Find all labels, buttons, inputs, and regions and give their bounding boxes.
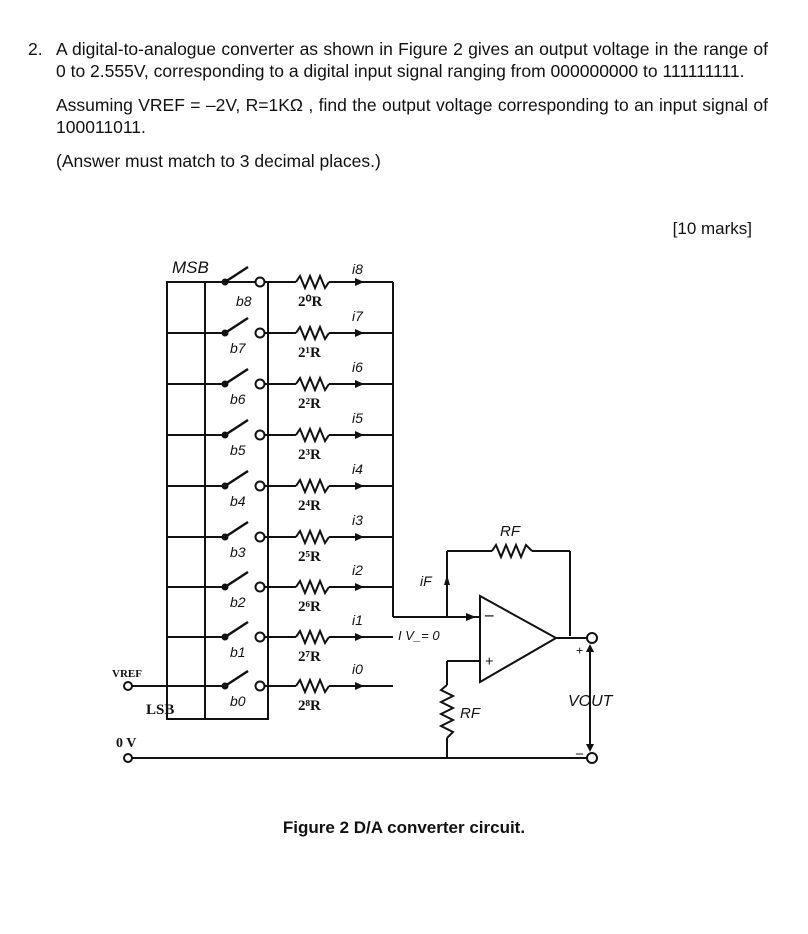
marks-label: [10 marks] [672,219,752,238]
bit-label: b0 [230,693,246,709]
vout-down-arrow [586,744,594,752]
ground-resistor-label: RF [460,705,480,722]
current-label: i1 [352,612,363,628]
current-label: i7 [352,308,363,324]
resistor-label: 2²R [298,396,321,412]
ladder-resistor [296,480,329,492]
switch-contact [256,329,265,338]
vout-up-arrow [586,644,594,652]
input-current-arrow [466,613,476,621]
switch-blade [225,622,248,637]
resistor-label: 2⁴R [298,498,321,514]
opamp-plus-label: + [485,654,494,670]
switch-blade [225,369,248,384]
ground-resistor [441,685,453,738]
ladder-resistor [296,429,329,441]
bit-label: b1 [230,644,246,660]
switch-contact [256,682,265,691]
switch-blade [225,572,248,587]
feedback-current-label: iF [420,573,432,589]
ladder-resistor [296,631,329,643]
vout-minus-label: – [576,746,583,761]
resistor-label: 2⁸R [298,698,321,714]
bit-label: b6 [230,391,246,407]
current-label: i3 [352,512,363,528]
vout-minus-terminal [587,753,597,763]
resistor-label: 2¹R [298,345,321,361]
switch-contact [256,583,265,592]
resistor-label: 2⁶R [298,599,321,615]
ground-terminal [124,754,132,762]
bit-label: b2 [230,594,246,610]
resistor-label: 2⁵R [298,549,321,565]
switch-contact [256,533,265,542]
switch-blade [225,318,248,333]
switch-blade [225,471,248,486]
current-arrow [355,482,364,490]
current-arrow [355,533,364,541]
opamp-minus-label: – [485,605,494,624]
current-arrow [355,633,364,641]
current-arrow [355,431,364,439]
switch-blade [225,522,248,537]
bit-label: b4 [230,493,246,509]
question-number: 2. [28,39,43,59]
switch-contact [256,482,265,491]
vref-label: VREF [112,668,142,680]
question-paragraph-3: (Answer must match to 3 decimal places.) [56,151,381,171]
lsb-label: LSB [146,702,175,718]
switch-contact [256,633,265,642]
switch-blade [225,420,248,435]
current-arrow [355,329,364,337]
msb-label: MSB [172,258,209,277]
feedback-current-arrow [444,575,450,585]
ladder-resistor [296,680,329,692]
current-arrow [355,278,364,286]
question-paragraph-2: Assuming VREF = –2V, R=1KΩ , find the output voltage corresponding to an input signal of 100011011. [56,95,768,137]
question-paragraph-1: A digital-to-analogue converter as shown in Figure 2 gives an output voltage in the range of 0 to 2.555V, corresponding to a digital input signal ranging from 000000000 to 111111111. [56,39,768,81]
switch-contact [256,380,265,389]
vout-plus-label: + [576,643,584,658]
vout-label: VOUT [568,693,613,710]
current-arrow [355,682,364,690]
current-label: i6 [352,359,363,375]
feedback-resistor [492,545,532,557]
current-label: i5 [352,410,363,426]
current-label: i8 [352,261,363,277]
current-arrow [355,380,364,388]
current-label: i4 [352,461,363,477]
resistor-label: 2³R [298,447,321,463]
ladder-resistor [296,327,329,339]
ladder-resistor [296,378,329,390]
ladder-resistor [296,581,329,593]
current-label: i2 [352,562,363,578]
switch-blade [225,267,248,282]
feedback-resistor-label: RF [500,523,520,540]
switch-blade [225,671,248,686]
bit-label: b8 [236,293,252,309]
input-node-label: I V_= 0 [398,628,440,643]
current-label: i0 [352,661,363,677]
figure-caption: Figure 2 D/A converter circuit. [282,818,526,837]
vout-plus-terminal [587,633,597,643]
switch-contact [256,431,265,440]
switch-contact [256,278,265,287]
resistor-label: 2⁷R [298,649,321,665]
resistor-label: 2⁰R [298,294,323,310]
bit-label: b5 [230,442,246,458]
vref-terminal [124,682,132,690]
bit-label: b3 [230,544,246,560]
ladder-resistor [296,531,329,543]
ladder-resistor [296,276,329,288]
current-arrow [355,583,364,591]
zero-v-label: 0 V [116,736,137,751]
bit-label: b7 [230,340,246,356]
